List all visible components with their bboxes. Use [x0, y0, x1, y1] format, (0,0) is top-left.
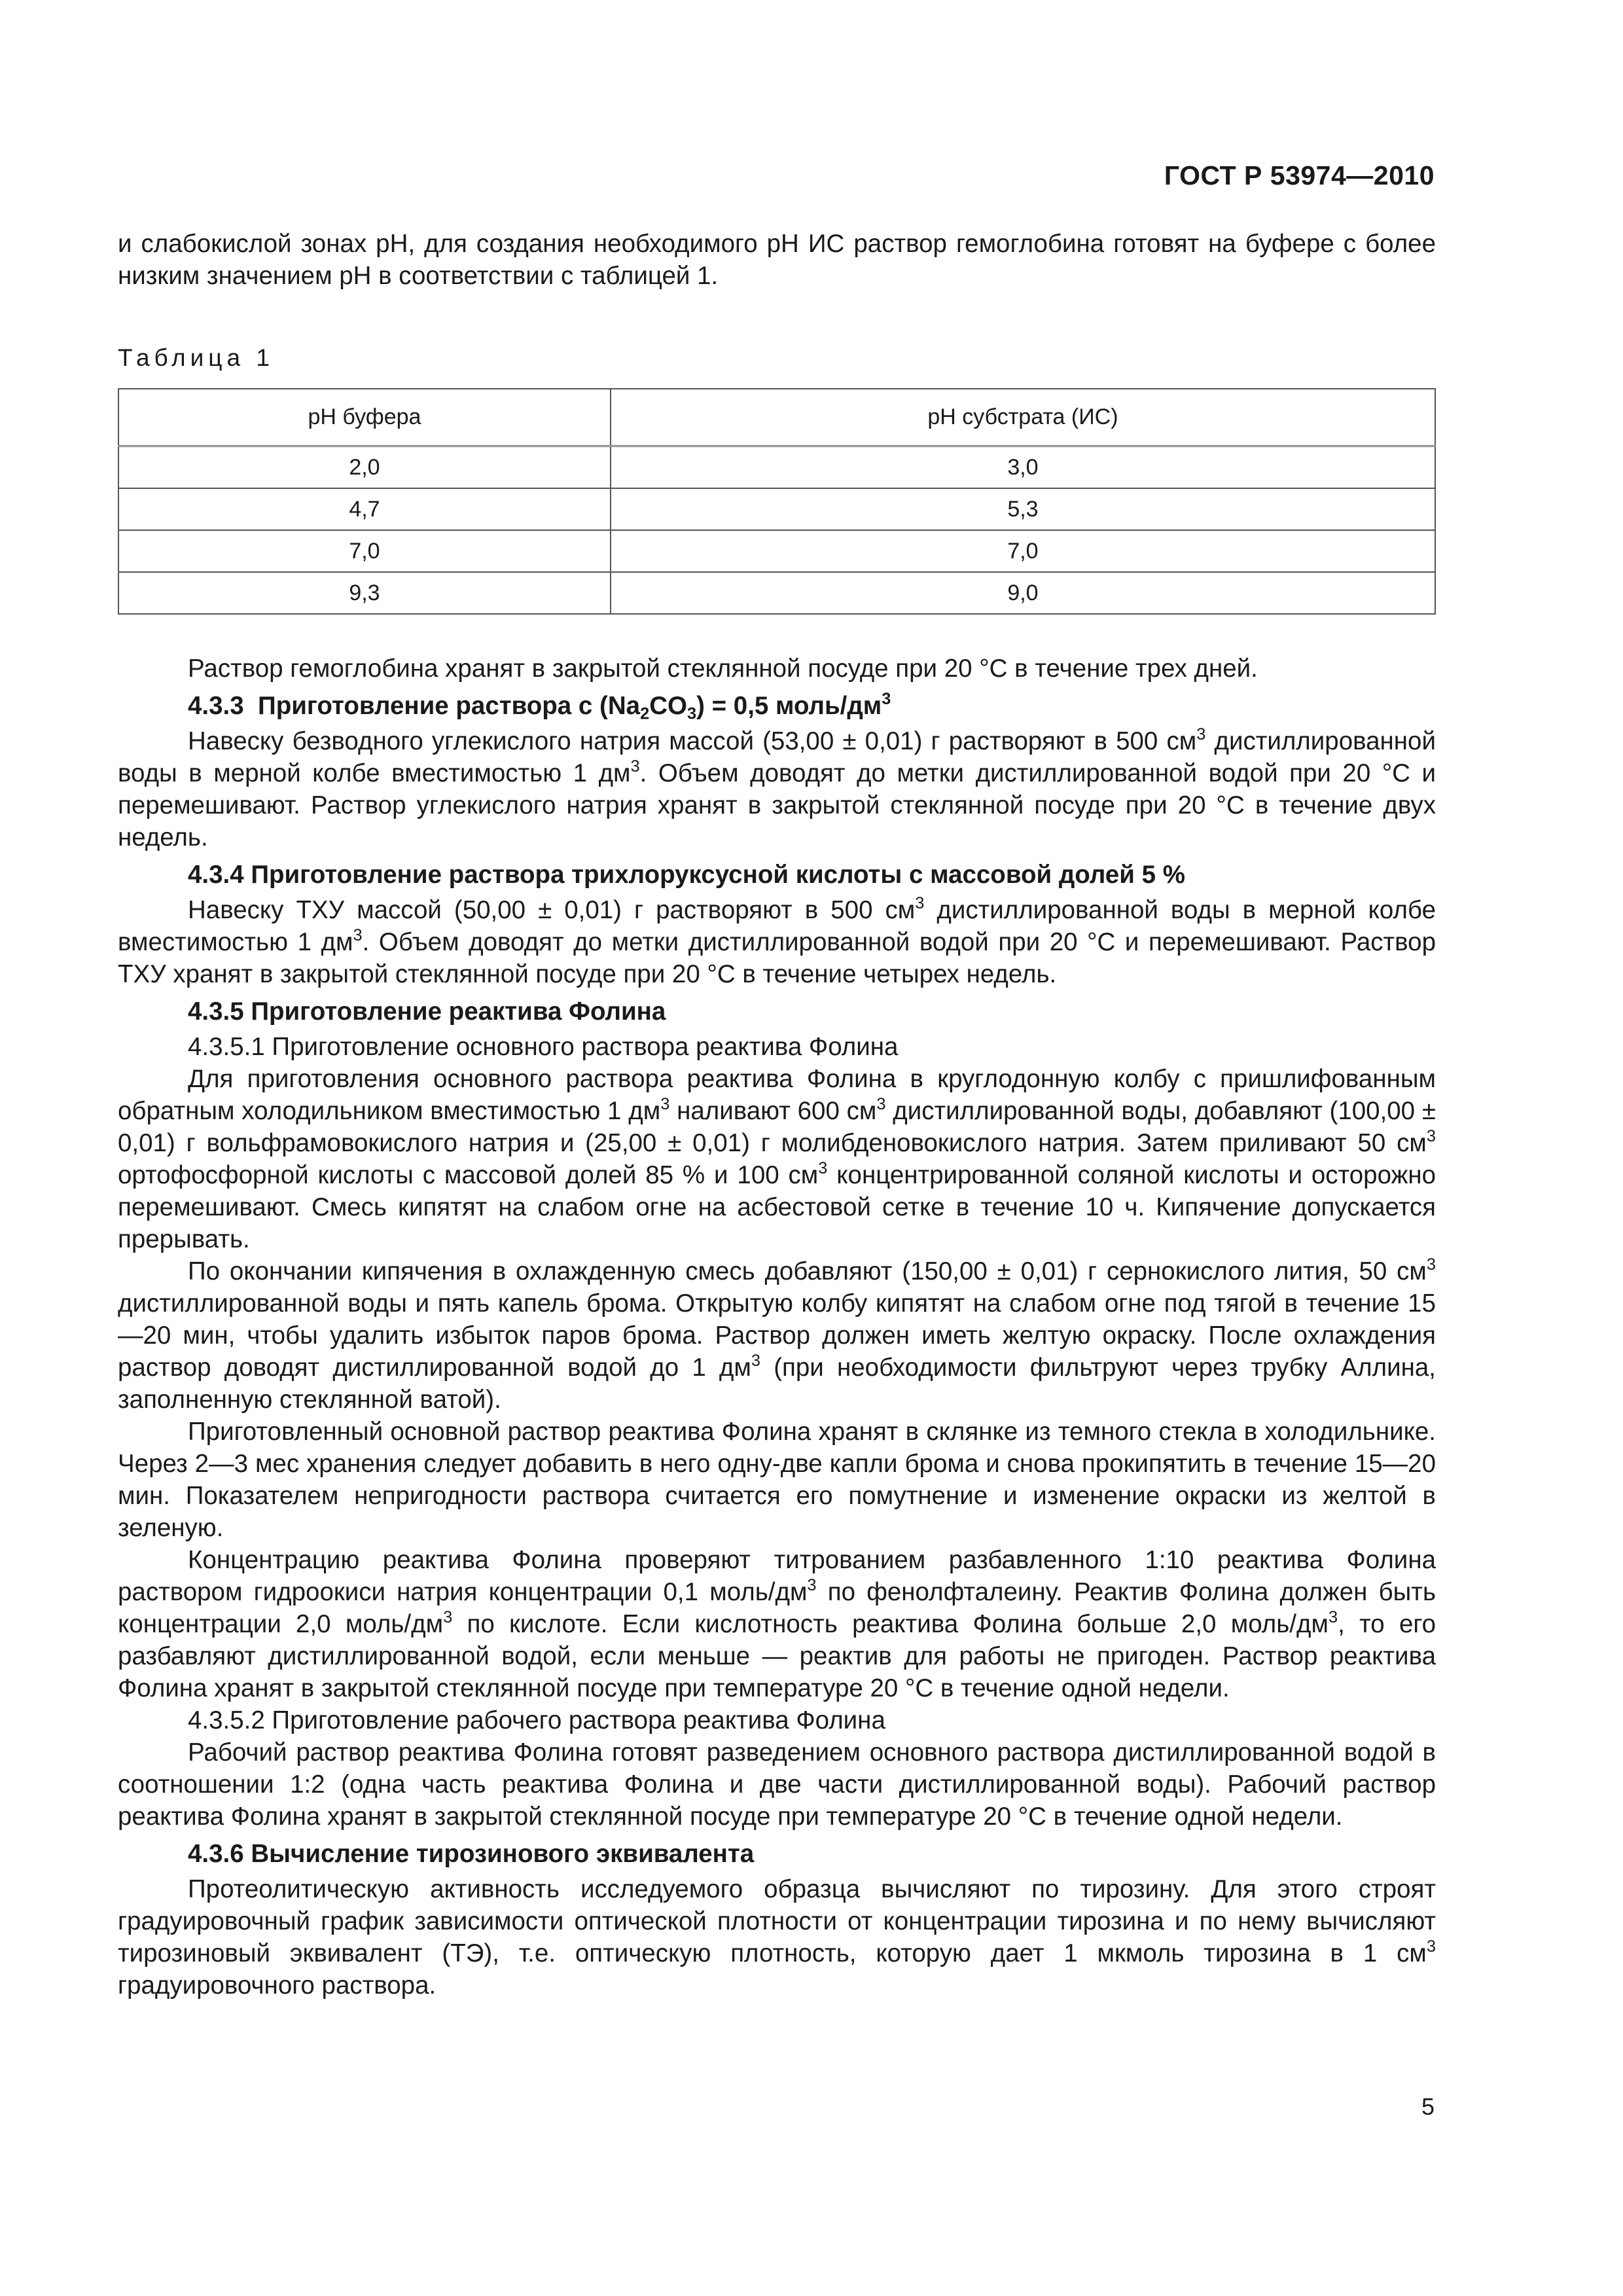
- paragraph-4-3-6: Протеолитическую активность исследуемого образца вычисляют по тирозину. Для этого строят градуировочный график зависимости оптической плотности от концентрации тирозина и по нему вычисляют тирозиновый эквивалент (ТЭ), т.е. оптическую плотность, которую дает 1 мкмоль тирозина в 1 $см^3$ градуировочного раствора.: [118, 1875, 1436, 2000]
- table-cell: 4,7: [118, 488, 611, 530]
- section-heading-4-3-3: 4.3.3 Приготовление раствора c $(Na_2CO_3) = 0,5$ моль/$дм^3$: [188, 689, 891, 723]
- table-header-cell: рН субстрата (ИС): [611, 389, 1435, 446]
- intro-paragraph: и слабокислой зонах рН, для создания необходимого рН ИС раствор гемоглобина готовят на буфере с более низким значением рН в соответствии с таблицей 1.: [118, 230, 1436, 290]
- paragraph-4-3-5-1-c: Приготовленный основной раствор реактива Фолина хранят в склянке из темного стекла в холодильнике. Через 2—3 мес хранения следует добавить в него одну-две капли брома и снова прокипятить в течение 15—20 мин. Показателем непригодности раствора считается его помутнение и изменение окраски из желтой в зеленую.: [118, 1418, 1436, 1542]
- paragraph-4-3-5-2: Рабочий раствор реактива Фолина готовят разведением основного раствора дистиллированной водой в соотношении 1:2 (одна часть реактива Фолина и две части дистиллированной воды). Рабочий раствор реактива Фолина хранят в закрытой стеклянной посуде при температуре 20 °С в течение одной недели.: [118, 1738, 1436, 1831]
- table-cell: 7,0: [118, 530, 611, 572]
- table-cell: 9,0: [611, 572, 1435, 614]
- subsection-heading-4-3-5-2: 4.3.5.2 Приготовление рабочего раствора реактива Фолина: [188, 1706, 885, 1734]
- table-cell: 5,3: [611, 488, 1435, 530]
- table-header-cell: рН буфера: [118, 389, 611, 446]
- table-row: [118, 446, 1435, 489]
- ph-table: [118, 388, 1436, 615]
- table-cell: 3,0: [611, 446, 1435, 489]
- paragraph-4-3-5-1-b: По окончании кипячения в охлажденную смесь добавляют (150,00 ± 0,01) г сернокислого лития, 50 $см^3$ дистиллированной воды и пять капель брома. Открытую колбу кипятят на слабом огне под тягой в течение 15—20 мин, чтобы удалить избыток паров брома. Раствор должен иметь желтую окраску. После охлаждения раствор доводят дистиллированной водой до 1 $дм^3$ (при необходимости фильтруют через трубку Аллина, заполненную стеклянной ватой).: [118, 1255, 1436, 1414]
- paragraph-4-3-5-1-a: Для приготовления основного раствора реактива Фолина в круглодонную колбу с пришлифованным обратным холодильником вместимостью 1 $дм^3$ наливают 600 $см^3$ дистиллированной воды, добавляют (100,00 ± 0,01) г вольфрамовокислого натрия и (25,00 ± 0,01) г молибденовокислого натрия. Затем приливают 50 $см^3$ ортофосфорной кислоты с массовой долей 85 % и 100 $см^3$ концентрированной соляной кислоты и осторожно перемешивают. Смесь кипятят на слабом огне на асбестовой сетке в течение 10 ч. Кипячение допускается прерывать.: [118, 1065, 1436, 1253]
- table-row: [118, 488, 1435, 530]
- table-cell: 9,3: [118, 572, 611, 614]
- page-number: 5: [1421, 2093, 1435, 2120]
- paragraph-4-3-3: Навеску безводного углекислого натрия массой (53,00 ± 0,01) г растворяют в 500 $см^3$ дистиллированной воды в мерной колбе вместимостью 1 $дм^3$. Объем доводят до метки дистиллированной водой при 20 °С и перемешивают. Раствор углекислого натрия хранят в закрытой стеклянной посуде при 20 °С в течение двух недель.: [118, 725, 1436, 852]
- table-row: [118, 530, 1435, 572]
- table-cell: 7,0: [611, 530, 1435, 572]
- storage-paragraph: Раствор гемоглобина хранят в закрытой стеклянной посуде при 20 °С в течение трех дней.: [188, 655, 1258, 683]
- section-heading-4-3-6: 4.3.6 Вычисление тирозинового эквивалента: [188, 1840, 755, 1868]
- section-heading-4-3-5: 4.3.5 Приготовление реактива Фолина: [188, 997, 666, 1026]
- page-content: [118, 228, 1436, 2001]
- table-row: [118, 572, 1435, 614]
- table-cell: 2,0: [118, 446, 611, 489]
- table-caption: Таблица 1: [118, 344, 274, 371]
- paragraph-4-3-5-1-d: Концентрацию реактива Фолина проверяют титрованием разбавленного 1:10 реактива Фолина раствором гидроокиси натрия концентрации 0,1 моль/$дм^3$ по фенолфталеину. Реактив Фолина должен быть концентрации 2,0 моль/$дм^3$ по кислоте. Если кислотность реактива Фолина больше 2,0 моль/$дм^3$, то его разбавляют дистиллированной водой, если меньше — реактив для работы не пригоден. Раствор реактива Фолина хранят в закрытой стеклянной посуде при температуре 20 °С в течение одной недели.: [118, 1546, 1436, 1702]
- table-header-row: [118, 389, 1435, 446]
- document-header: ГОСТ Р 53974—2010: [1164, 160, 1435, 190]
- paragraph-4-3-4: Навеску ТХУ массой (50,00 ± 0,01) г растворяют в 500 $см^3$ дистиллированной воды в мерной колбе вместимостью 1 $дм^3$. Объем доводят до метки дистиллированной водой при 20 °С и перемешивают. Раствор ТХУ хранят в закрытой стеклянной посуде при 20 °С в течение четырех недель.: [118, 893, 1436, 988]
- subsection-heading-4-3-5-1: 4.3.5.1 Приготовление основного раствора реактива Фолина: [188, 1033, 899, 1061]
- section-heading-4-3-4: 4.3.4 Приготовление раствора трихлоруксусной кислоты с массовой долей 5 %: [188, 861, 1185, 889]
